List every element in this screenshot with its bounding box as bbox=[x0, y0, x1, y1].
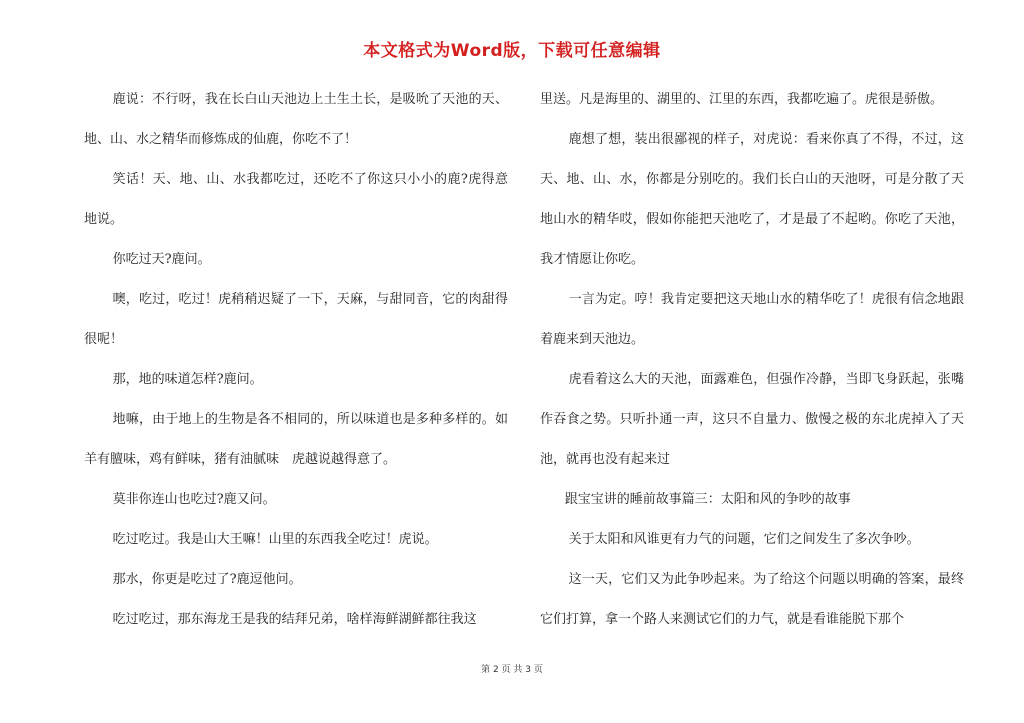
paragraph: 一言为定。哼！我肯定要把这天地山水的精华吃了！虎很有信念地跟着鹿来到天池边。 bbox=[540, 292, 964, 347]
paragraph: 鹿想了想，装出很鄙视的样子，对虎说：看来你真了不得，不过，这天、地、山、水，你都是分别吃的。我们长白山的天池呀，可是分散了天地山水的精华哎，假如你能把天池吃了，才是最了不起哟。你吃了天池，我才情愿让你吃。 bbox=[540, 132, 964, 267]
paragraph-continuation: 里送。凡是海里的、湖里的、江里的东西，我都吃遍了。虎很是骄傲。 bbox=[540, 92, 944, 107]
document-banner: 本文格式为Word版，下载可任意编辑 bbox=[363, 41, 661, 61]
paragraph: 鹿说：不行呀，我在长白山天池边上土生土长，是吸吮了天池的天、地、山、水之精华而修炼成的仙鹿，你吃不了！ bbox=[84, 92, 508, 147]
paragraph: 吃过吃过，那东海龙王是我的结拜兄弟，啥样海鲜湖鲜都往我这 bbox=[112, 612, 477, 627]
paragraph: 地嘛，由于地上的生物是各不相同的，所以味道也是多种多样的。如羊有膻味，鸡有鲜味，猪有油腻味 虎越说越得意了。 bbox=[84, 412, 508, 467]
page-number: 第 2 页 共 3 页 bbox=[481, 665, 543, 675]
paragraph: 那水，你更是吃过了?鹿逗他问。 bbox=[112, 572, 302, 587]
paragraph: 莫非你连山也吃过?鹿又问。 bbox=[112, 492, 276, 507]
paragraph: 笑话！天、地、山、水我都吃过，还吃不了你这只小小的鹿?虎得意地说。 bbox=[84, 172, 508, 227]
paragraph: 这一天，它们又为此争吵起来。为了给这个问题以明确的答案，最终它们打算，拿一个路人来测试它们的力气，就是看谁能脱下那个 bbox=[540, 572, 964, 627]
paragraph: 噢，吃过，吃过！虎稍稍迟疑了一下，天麻，与甜同音，它的肉甜得很呢！ bbox=[84, 292, 508, 347]
paragraph: 关于太阳和风谁更有力气的问题，它们之间发生了多次争吵。 bbox=[568, 532, 920, 547]
paragraph: 吃过吃过。我是山大王嘛！山里的东西我全吃过！虎说。 bbox=[112, 532, 438, 547]
right-column bbox=[540, 80, 964, 640]
left-column bbox=[84, 80, 508, 640]
paragraph: 那，地的味道怎样?鹿问。 bbox=[112, 372, 263, 387]
paragraph: 虎看着这么大的天池，面露难色，但强作冷静，当即飞身跃起，张嘴作吞食之势。只听扑通一声，这只不自量力、傲慢之极的东北虎掉入了天池，就再也没有起来过 bbox=[540, 372, 964, 467]
section-heading: 跟宝宝讲的睡前故事篇三：太阳和风的争吵的故事 bbox=[564, 492, 851, 507]
paragraph: 你吃过天?鹿问。 bbox=[112, 252, 211, 267]
